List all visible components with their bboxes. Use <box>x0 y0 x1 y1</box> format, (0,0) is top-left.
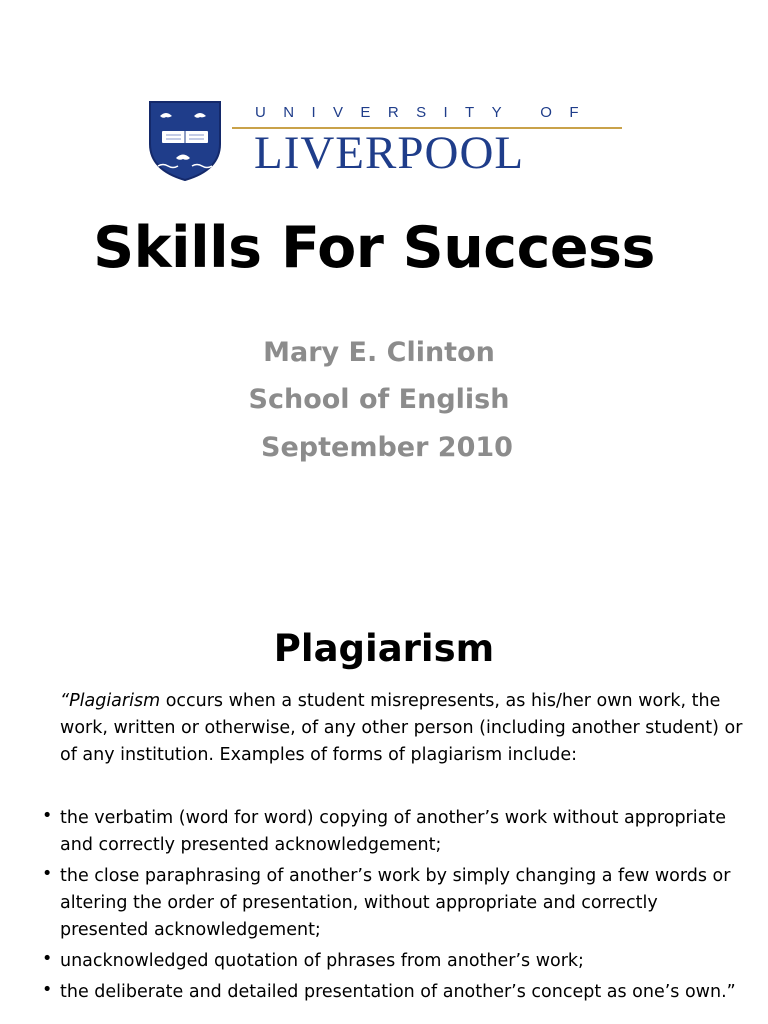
university-logo <box>148 98 622 182</box>
subtitle-author: Mary E. Clinton <box>263 337 495 368</box>
subtitle-date: September 2010 <box>261 432 513 463</box>
plagiarism-slide <box>0 600 768 1024</box>
slide-title: Skills For Success <box>93 215 655 281</box>
definition-paragraph <box>60 688 750 769</box>
university-crest-icon <box>148 100 222 182</box>
subtitle-school: School of English <box>248 384 510 415</box>
definition-text: occurs when a student misrepresents, as his/her own work, the work, written or otherwise, of any other person (including another student) or of any institution. Examples of forms of plagiarism include: <box>60 691 743 765</box>
list-item: • unacknowledged quotation of phrases from another’s work; <box>40 948 740 975</box>
logo-liverpool-text: LIVERPOOL <box>254 127 525 179</box>
examples-list <box>40 805 740 1010</box>
list-item: • the close paraphrasing of another’s work by simply changing a few words or altering the order of presentation, without appropriate and correctly presented acknowledgement; <box>40 863 740 944</box>
list-item: • the verbatim (word for word) copying of another’s work without appropriate and correctly presented acknowledgement; <box>40 805 740 859</box>
logo-university-of-text: UNIVERSITY OF <box>255 104 596 121</box>
slide-heading: Plagiarism <box>273 627 495 670</box>
definition-term: “Plagiarism <box>60 691 161 711</box>
list-item: • the deliberate and detailed presentation of another’s concept as one’s own.” <box>40 979 740 1006</box>
